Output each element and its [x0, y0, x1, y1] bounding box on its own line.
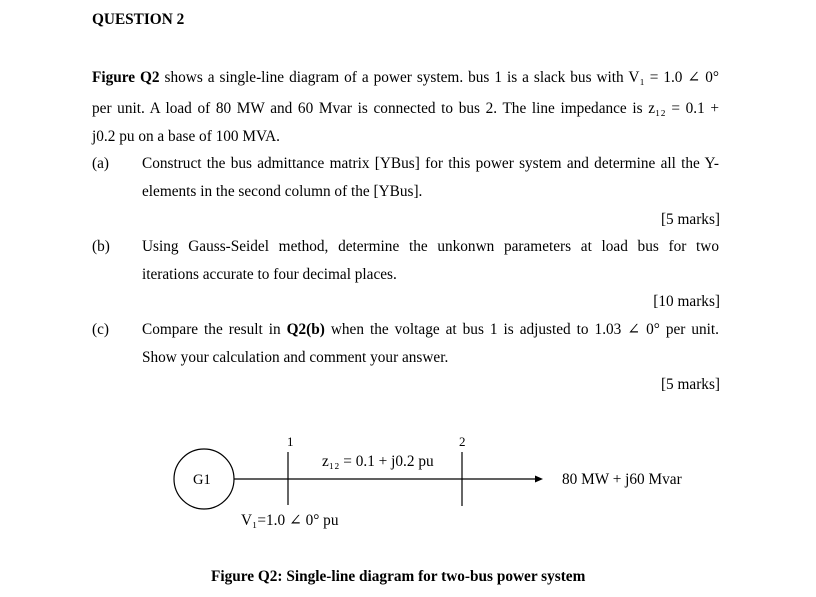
part-a-line-2: elements in the second column of the [YBus]. [142, 183, 423, 200]
part-b-label: (b) [92, 238, 110, 255]
part-c-line-1-post: when the voltage at bus 1 is adjusted to 1.03 ∠ 0° per unit. [324, 321, 719, 338]
question-heading: QUESTION 2 [92, 11, 185, 28]
part-a-label: (a) [92, 155, 109, 172]
intro-line-2: per unit. A load of 80 MW and 60 Mvar is connected to bus 2. The line impedance is z₁₂ = 0.1 + [92, 100, 719, 117]
bus-1-voltage-label: V₁=1.0 ∠ 0° pu [241, 512, 339, 529]
load-label: 80 MW + j60 Mvar [562, 471, 682, 488]
bus-2-label: 2 [459, 434, 466, 449]
part-c-marks: [5 marks] [660, 376, 720, 393]
figure-reference: Figure Q2 [92, 69, 160, 86]
part-b-line-2: iterations accurate to four decimal places. [142, 266, 397, 283]
intro-line-1-text: shows a single-line diagram of a power system. bus 1 is a slack bus with V₁ = 1.0 ∠ 0° [159, 69, 719, 86]
impedance-label: z₁₂ = 0.1 + j0.2 pu [322, 453, 434, 470]
figure-caption: Figure Q2: Single-line diagram for two-bus power system [211, 568, 586, 585]
part-c-reference: Q2(b) [286, 321, 325, 338]
load-arrow [535, 476, 543, 483]
part-b-line-1: Using Gauss-Seidel method, determine the unkonwn parameters at load bus for two [142, 238, 719, 255]
part-a-marks: [5 marks] [660, 211, 720, 228]
intro-line-3: j0.2 pu on a base of 100 MVA. [92, 128, 280, 145]
generator-label: G1 [193, 472, 211, 488]
part-c-line-2: Show your calculation and comment your answer. [142, 349, 449, 366]
part-a-line-1: Construct the bus admittance matrix [YBus] for this power system and determine all the Y- [142, 155, 719, 172]
part-c-line-1-pre: Compare the result in [142, 321, 287, 338]
part-c-label: (c) [92, 321, 109, 338]
bus-1-label: 1 [287, 434, 294, 449]
part-b-marks: [10 marks] [653, 293, 720, 310]
